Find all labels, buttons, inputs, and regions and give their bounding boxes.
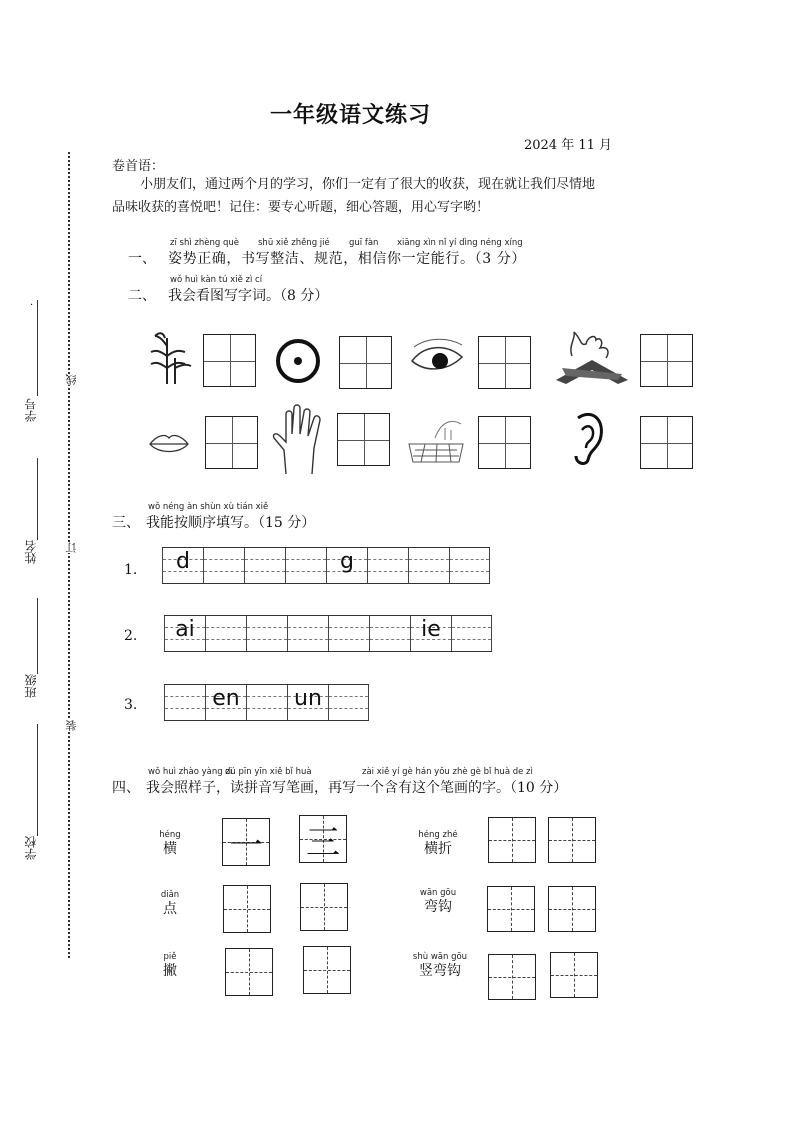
row2-label: 2.	[124, 628, 138, 644]
grid-cell[interactable]	[285, 548, 326, 583]
stroke-box-shuwangou-1[interactable]	[488, 954, 536, 1000]
grid-cell[interactable]	[328, 685, 369, 720]
grid-cell[interactable]	[287, 616, 328, 651]
section1-pinyin-1: zī shì zhèng què	[170, 238, 239, 248]
write-box-mouth[interactable]	[205, 416, 258, 469]
student-id-label: 学号	[24, 398, 38, 422]
section4-number: 四、	[112, 780, 140, 796]
section3-number: 三、	[112, 515, 140, 531]
grid-cell[interactable]: ie	[410, 616, 451, 651]
stroke-box-wangou-2[interactable]	[548, 886, 596, 932]
section1-pinyin-2: shū xiě zhěng jié	[258, 238, 330, 248]
preface-label: 卷首语：	[112, 159, 165, 174]
stroke-label-heng: héng 横	[159, 830, 181, 857]
preface-line-2: 品味收获的喜悦吧！记住：要专心听题，细心答题，用心写字哟！	[112, 200, 490, 215]
grid-cell[interactable]	[246, 616, 287, 651]
school-blank	[37, 724, 38, 836]
ear-picture	[568, 410, 606, 466]
stroke-label-shuwangou: shù wān gōu 竖弯钩	[412, 952, 468, 979]
section1-pinyin-4: xiāng xìn nǐ yí dìng néng xíng	[397, 238, 523, 248]
grid-cell[interactable]	[244, 548, 285, 583]
grid-cell[interactable]: un	[287, 685, 328, 720]
row1-label: 1.	[124, 562, 138, 578]
section3-text: 我能按顺序填写。（15 分）	[146, 515, 316, 531]
stroke-box-pie-2[interactable]	[303, 946, 351, 994]
section4-pinyin-2: dú pīn yīn xiě bǐ huà	[225, 767, 312, 777]
grid-cell[interactable]: g	[326, 548, 367, 583]
stroke-box-dian-2[interactable]	[300, 883, 348, 931]
stroke-box-pie-1[interactable]	[225, 948, 273, 996]
binding-label-line: 线	[65, 374, 78, 385]
section3-pinyin: wǒ néng àn shùn xù tián xiě	[148, 502, 269, 512]
name-label: 姓名	[24, 540, 38, 564]
name-blank	[37, 458, 38, 540]
stroke-box-hengzhe-2[interactable]	[548, 817, 596, 863]
section4-pinyin-3: zài xiě yí gè hán yǒu zhè gè bǐ huà de zì	[362, 767, 533, 777]
grid-cell[interactable]	[246, 685, 287, 720]
class-blank	[37, 598, 38, 674]
field-picture	[405, 414, 467, 464]
class-label: 班级	[24, 674, 38, 698]
binding-label-ding: 订	[65, 542, 78, 553]
date: 2024 年 11 月	[524, 138, 613, 153]
stroke-label-pie: piě 撇	[163, 952, 177, 979]
stroke-box-heng-2[interactable]: 三	[299, 815, 347, 863]
stroke-box-heng-1[interactable]: 一	[222, 818, 270, 866]
stroke-label-wangou: wān gōu 弯钩	[419, 888, 457, 915]
grid-cell[interactable]	[164, 685, 205, 720]
grid-cell[interactable]: en	[205, 685, 246, 720]
four-line-grid-row3	[164, 684, 369, 721]
school-label: 学校	[24, 836, 38, 860]
section1-text: 姿势正确，书写整洁、规范，相信你一定能行。（3 分）	[168, 251, 526, 267]
grid-cell[interactable]: ai	[164, 616, 205, 651]
write-box-eye[interactable]	[478, 336, 531, 389]
sun-picture	[272, 337, 324, 385]
preface-line-1: 小朋友们，通过两个月的学习，你们一定有了很大的收获，现在就让我们尽情地	[140, 177, 596, 192]
margin-dot: ·	[30, 300, 34, 311]
stroke-box-wangou-1[interactable]	[487, 886, 535, 932]
stroke-box-hengzhe-1[interactable]	[488, 817, 536, 863]
four-line-grid-row1	[162, 547, 490, 584]
write-box-sun-2[interactable]	[339, 336, 392, 389]
eye-picture	[408, 335, 466, 381]
section1-pinyin-3: guī fàn	[349, 238, 379, 248]
write-box-field[interactable]	[478, 416, 531, 469]
student-id-blank	[37, 300, 38, 396]
fire-picture	[552, 330, 632, 386]
stroke-box-dian-1[interactable]	[223, 885, 271, 933]
grid-cell[interactable]	[328, 616, 369, 651]
grid-cell[interactable]	[369, 616, 410, 651]
grid-cell[interactable]	[205, 616, 246, 651]
section1-number: 一、	[128, 251, 156, 267]
write-box-sun-char[interactable]	[203, 334, 256, 387]
hand-picture	[268, 404, 326, 476]
page-title: 一年级语文练习	[270, 102, 432, 128]
binding-dotted-line	[68, 152, 70, 958]
write-box-ear[interactable]	[640, 416, 693, 469]
wheat-seedling-picture	[145, 328, 197, 386]
section2-pinyin: wǒ huì kàn tú xiě zì cí	[170, 275, 263, 285]
grid-cell[interactable]	[408, 548, 449, 583]
four-line-grid-row2	[164, 615, 492, 652]
stroke-box-shuwangou-2[interactable]	[550, 952, 598, 998]
stroke-label-dian: diǎn 点	[160, 890, 180, 917]
mouth-picture	[148, 430, 190, 458]
row3-label: 3.	[124, 697, 138, 713]
section2-text: 我会看图写字词。（8 分）	[168, 288, 329, 304]
grid-cell[interactable]	[203, 548, 244, 583]
binding-label-zhuang: 装	[65, 720, 78, 731]
write-box-hand[interactable]	[337, 413, 390, 466]
section2-number: 二、	[128, 288, 156, 304]
section4-text: 我会照样子，读拼音写笔画，再写一个含有这个笔画的字。（10 分）	[146, 780, 568, 796]
grid-cell[interactable]	[367, 548, 408, 583]
write-box-fire[interactable]	[640, 334, 693, 387]
grid-cell[interactable]	[451, 616, 492, 651]
stroke-label-hengzhe: héng zhé 横折	[418, 830, 458, 857]
grid-cell[interactable]: d	[162, 548, 203, 583]
section4-pinyin-1: wǒ huì zhào yàng zi	[148, 767, 233, 777]
grid-cell[interactable]	[449, 548, 490, 583]
